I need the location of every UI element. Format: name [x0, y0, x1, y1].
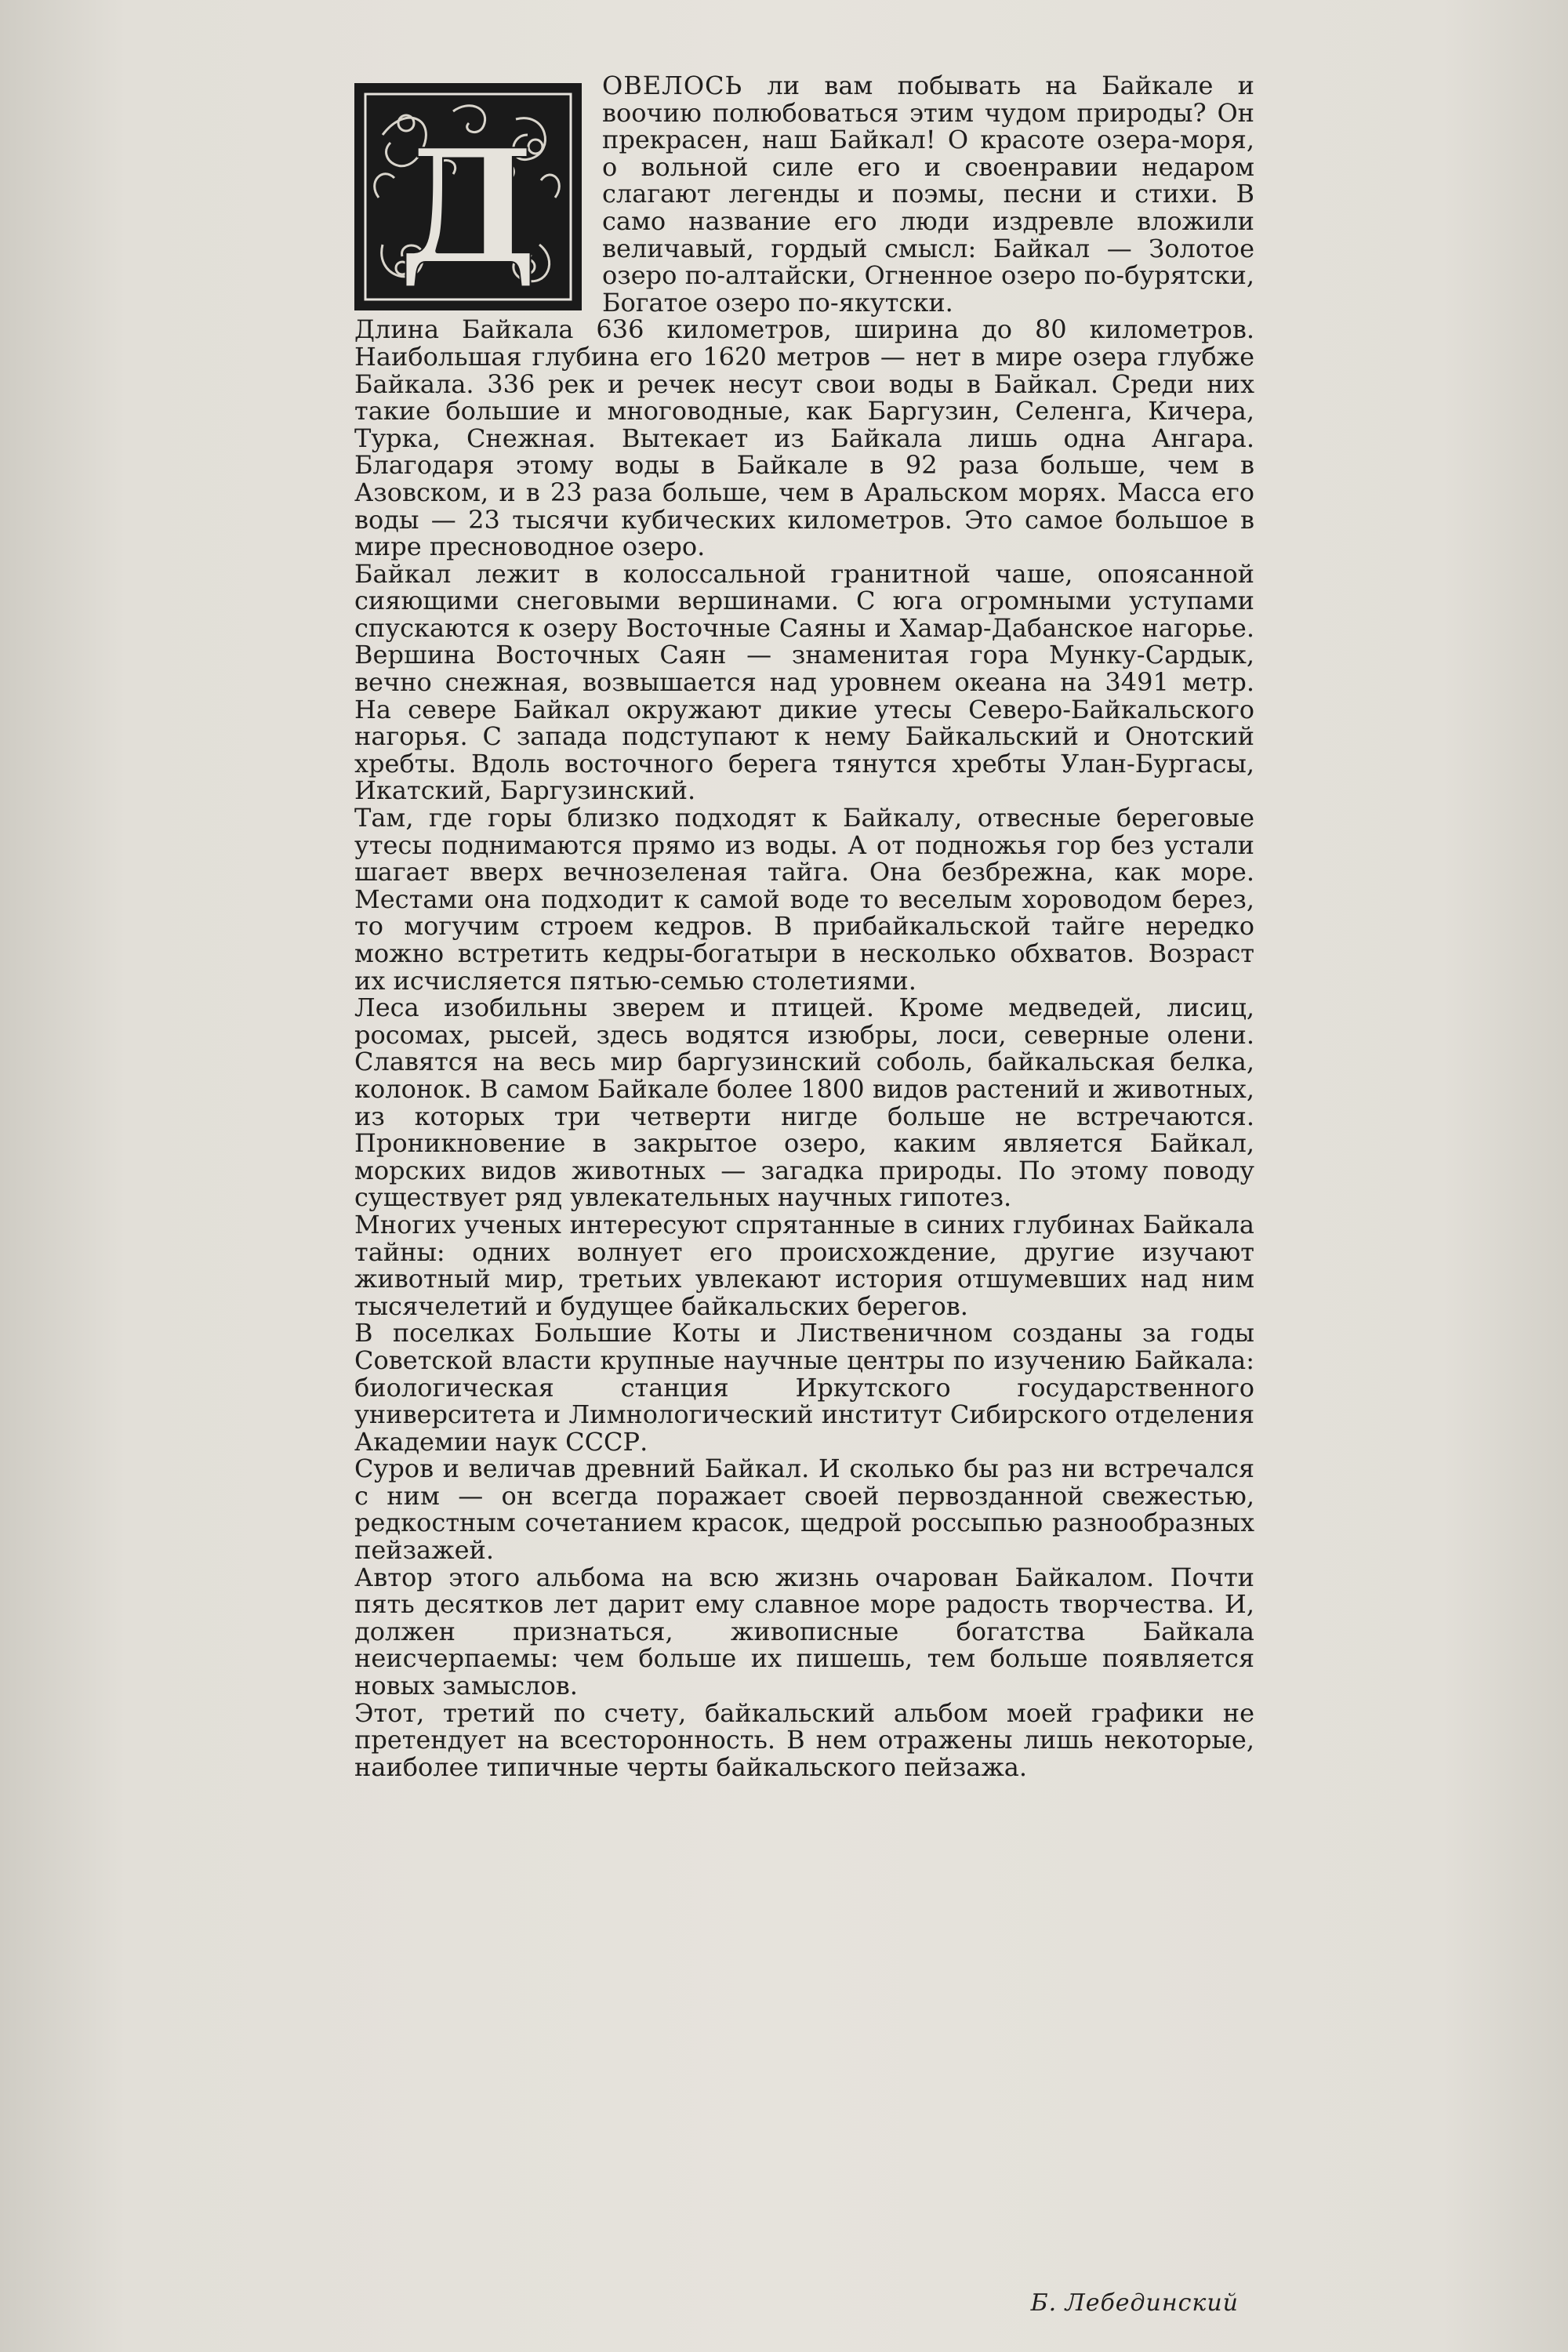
- paragraph-8: Суров и величав древний Байкал. И сколько бы раз ни встречался с ним — он всегда поражает своей первозданной свежестью, редкостным сочетанием красок, щедрой россыпью разнообразных пейзажей.: [354, 1454, 1254, 1566]
- paragraph-10: Этот, третий по счету, байкальский альбом моей графики не претендует на всесторонность. В нем отражены лишь некоторые, наиболее типичные черты байкальского пейзажа.: [354, 1697, 1254, 1782]
- svg-text:Д: Д: [398, 115, 538, 299]
- article-text: [354, 72, 1254, 1780]
- author-signature: Б. Лебединский: [1030, 2289, 1239, 2317]
- paragraph-4: Там, где горы близко подходят к Байкалу, отвесные береговые утесы поднимаются прямо из воды. А от подножья гор без устали шагает вверх вечнозеленая тайга. Она безбрежна, как море. Местами она подходит к самой воде то веселым хороводом берез, то могучим строем кедров. В прибайкальской тайге нередко можно встретить кедры-богатыри в несколько обхватов. Возраст их исчисляется пятью-семью столетиями.: [354, 803, 1254, 996]
- paragraph-9: Автор этого альбома на всю жизнь очарован Байкалом. Почти пять десятков лет дарит ему славное море радость творчества. И, должен признаться, живописные богатства Байкала неисчерпаемы: чем больше их пишешь, тем больше появляется новых замыслов.: [354, 1562, 1254, 1701]
- paragraph-2: Длина Байкала 636 километров, ширина до 80 километров. Наибольшая глубина его 1620 метров — нет в мире озера глубже Байкала. 336 рек и речек несут свои воды в Байкал. Среди них такие большие и многоводные, как Баргузин, Селенга, Кичера, Турка, Снежная. Вытекает из Байкала лишь одна Ангара. Благодаря этому воды в Байкале в 92 раза больше, чем в Азовском, и в 23 раза больше, чем в Аральском морях. Масса его воды — 23 тысячи кубических километров. Это самое большое в мире пресноводное озеро.: [354, 314, 1254, 562]
- paragraph-1-text: ли вам побывать на Байкале и воочию полюбоваться этим чудом природы? Он прекрасен, наш Байкал! О красоте озера-моря, о вольной силе его и своенравии недаром слагают легенды и поэмы, песни и стихи. В само название его люди издревле вложили величавый, гордый смысл: Байкал — Золотое озеро по-алтайски, Огненное озеро по-бурятски, Богатое озеро по-якутски.: [602, 71, 1254, 318]
- paragraph-5: Леса изобильны зверем и птицей. Кроме медведей, лисиц, росомах, рысей, здесь водятся изюбры, лоси, северные олени. Славятся на весь мир баргузинский соболь, байкальская белка, колонок. В самом Байкале более 1800 видов растений и животных, из которых три четверти нигде больше не встречаются. Проникновение в закрытое озеро, каким является Байкал, морских видов животных — загадка природы. По этому поводу существует ряд увлекательных научных гипотез.: [354, 993, 1254, 1213]
- lead-caps: ОВЕЛОСЬ: [602, 71, 743, 100]
- paragraph-3: Байкал лежит в колоссальной гранитной чаше, опоясанной сияющими снеговыми вершинами. С юга огромными уступами спускаются к озеру Восточные Саяны и Хамар-Дабанское нагорье. Вершина Восточных Саян — знаменитая гора Мунку-Сардык, вечно снежная, возвышается над уровнем океана на 3491 метр. На севере Байкал окружают дикие утесы Северо-Байкальского нагорья. С запада подступают к нему Байкальский и Онотский хребты. Вдоль восточного берега тянутся хребты Улан-Бургасы, Икатский, Баргузинский.: [354, 558, 1254, 806]
- ornamental-dropcap: [354, 83, 582, 310]
- paragraph-6: Многих ученых интересуют спрятанные в синих глубинах Байкала тайны: одних волнует его происхождение, другие изучают животный мир, третьих увлекают история отшумевших над ним тысячелетий и будущее байкальских берегов.: [354, 1209, 1254, 1321]
- dropcap-ornament-icon: [359, 88, 577, 306]
- paragraph-7: В поселках Большие Коты и Лиственичном созданы за годы Советской власти крупные научные центры по изучению Байкала: биологическая станция Иркутского государственного университета и Лимнологический институт Сибирского отделения Академии наук СССР.: [354, 1318, 1254, 1457]
